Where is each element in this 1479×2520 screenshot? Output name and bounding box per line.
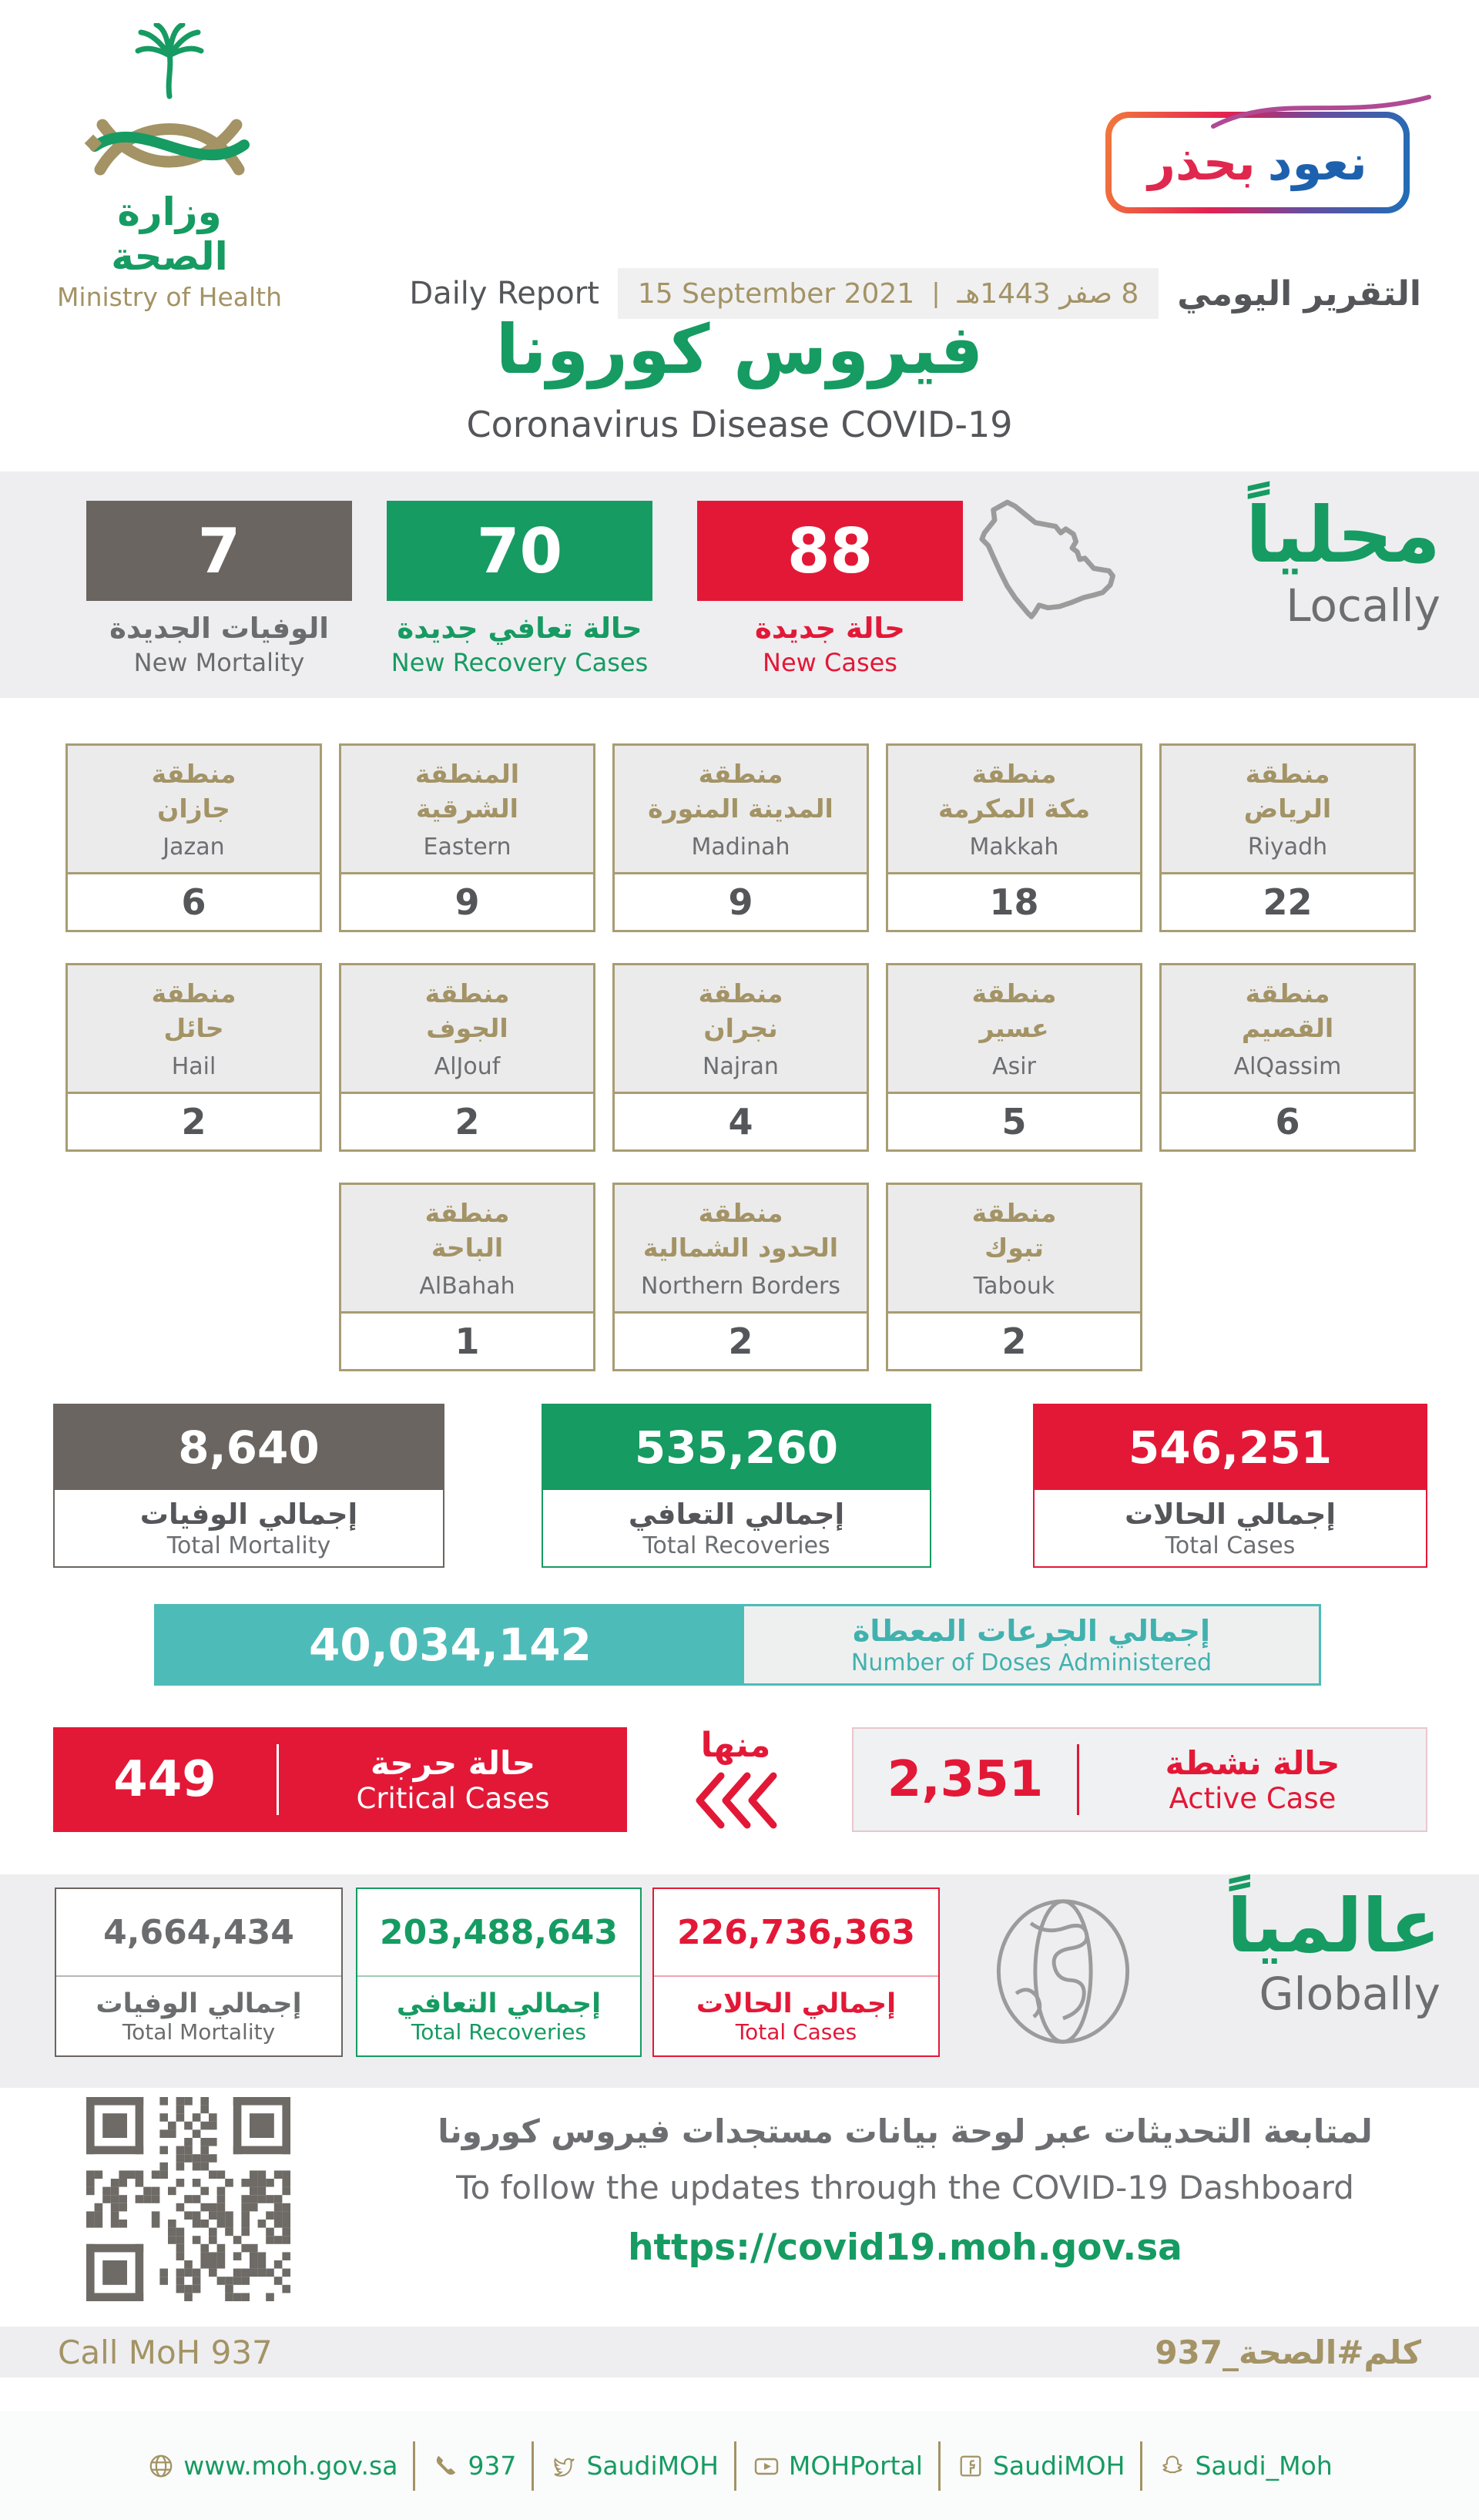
website-label: www.moh.gov.sa [183, 2451, 398, 2481]
divider [1140, 2441, 1142, 2491]
globe-icon [146, 2451, 176, 2481]
critical-label-en: Critical Cases [356, 1782, 550, 1815]
divider [532, 2441, 534, 2491]
total-cases-label-ar: إجمالي الحالات [1124, 1497, 1336, 1531]
region-name-en: Tabouk [973, 1273, 1055, 1300]
globally-title-block [1117, 1883, 1440, 2020]
doses-label-en: Number of Doses Administered [850, 1649, 1212, 1676]
ministry-name-ar: وزارة الصحة [111, 190, 228, 279]
dashboard-line-en: To follow the updates through the COVID-19 Dashboard [456, 2169, 1354, 2206]
global-mortality-card [55, 1887, 343, 2057]
snapchat-label: Saudi_Moh [1195, 2451, 1333, 2481]
region-value: 22 [1162, 872, 1414, 930]
total-mortality-value: 8,640 [55, 1405, 443, 1490]
globe-icon [990, 1897, 1136, 2048]
global-recoveries-label-en: Total Recoveries [411, 2018, 587, 2045]
region-name-ar: منطقة نجران [698, 978, 783, 1043]
page-title-en: Coronavirus Disease COVID-19 [466, 404, 1013, 445]
active-cases-box [852, 1727, 1427, 1832]
region-value: 9 [615, 872, 867, 930]
total-recoveries-label-en: Total Recoveries [642, 1532, 830, 1559]
region-name-ar: منطقة الحدود الشمالية [642, 1197, 839, 1263]
facebook-label: SaudiMOH [992, 2451, 1125, 2481]
region-card-eastern [339, 743, 595, 932]
global-recoveries-card [356, 1887, 642, 2057]
chevrons-left-icon [690, 1770, 781, 1831]
new-cases-label-ar: حالة جديدة [755, 612, 905, 645]
call-moh-label-en: Call MoH 937 [58, 2333, 273, 2371]
total-recoveries-card [542, 1404, 931, 1568]
regions-grid [65, 743, 1417, 1371]
ministry-name-en: Ministry of Health [56, 282, 283, 312]
page-title-ar: فيروس كورونا [495, 310, 984, 389]
date-gregorian: 15 September 2021 [637, 277, 915, 310]
region-name-ar: منطقة الرياض [1243, 758, 1332, 824]
dashboard-line-ar: لمتابعة التحديثات عبر لوحة بيانات مستجدات فيروس كورونا [438, 2112, 1373, 2150]
locally-title-ar: محلياً [1245, 490, 1440, 580]
doses-administered-bar [154, 1604, 1321, 1686]
date-hijri: 8 صفر 1443هـ [957, 277, 1139, 310]
new-cases-label-en: New Cases [763, 648, 897, 677]
region-name-en: Asir [992, 1053, 1036, 1081]
region-card-madinah [612, 743, 869, 932]
region-name-en: Riyadh [1247, 834, 1328, 861]
new-mortality-label-ar: الوفيات الجديدة [109, 612, 329, 645]
total-recoveries-label-ar: إجمالي التعافي [628, 1497, 845, 1531]
total-recoveries-value: 535,260 [543, 1405, 930, 1490]
facebook-link[interactable] [956, 2451, 1125, 2481]
region-card-najran [612, 963, 869, 1152]
global-mortality-label-en: Total Mortality [122, 2018, 276, 2045]
divider [734, 2441, 736, 2491]
moh-logo-block [54, 23, 285, 312]
region-card-riyadh [1159, 743, 1416, 932]
region-name-ar: منطقة القصيم [1241, 978, 1334, 1043]
moh-emblem-icon [73, 23, 266, 185]
region-name-en: Najran [703, 1053, 779, 1081]
region-name-en: Makkah [969, 834, 1059, 861]
region-card-makkah [886, 743, 1142, 932]
daily-report-label-en: Daily Report [409, 276, 599, 311]
region-name-ar: منطقة مكة المكرمة [937, 758, 1091, 824]
new-recovery-value: 70 [387, 501, 652, 601]
snapchat-link[interactable] [1158, 2451, 1332, 2481]
new-mortality-label-en: New Mortality [133, 648, 305, 677]
region-name-en: Hail [171, 1053, 216, 1081]
phone-label: 937 [468, 2451, 517, 2481]
global-recoveries-value: 203,488,643 [380, 1912, 618, 1952]
total-mortality-label-en: Total Mortality [166, 1532, 331, 1559]
new-cases-value: 88 [697, 501, 963, 601]
global-mortality-value: 4,664,434 [103, 1912, 294, 1952]
total-mortality-label-ar: إجمالي الوفيات [139, 1497, 358, 1531]
active-label-en: Active Case [1169, 1782, 1336, 1815]
badge-swoosh-icon [1209, 86, 1433, 133]
snapchat-icon [1158, 2451, 1187, 2481]
region-value: 6 [68, 872, 320, 930]
region-card-jazan [65, 743, 322, 932]
global-recoveries-label-ar: إجمالي التعافي [396, 1988, 602, 2019]
youtube-link[interactable] [752, 2451, 923, 2481]
daily-report-label-ar: التقرير اليومي [1177, 273, 1421, 314]
region-name-en: Jazan [163, 834, 225, 861]
locally-title-en: Locally [1286, 579, 1440, 632]
of-which-label-ar: منها [700, 1726, 771, 1765]
total-cases-label-en: Total Cases [1165, 1532, 1296, 1559]
global-cases-label-en: Total Cases [735, 2018, 857, 2045]
total-mortality-card [53, 1404, 444, 1568]
active-cases-value: 2,351 [887, 1751, 1044, 1808]
region-value: 2 [68, 1092, 320, 1149]
region-name-en: AlQassim [1233, 1053, 1342, 1081]
region-card-northern-borders [612, 1183, 869, 1371]
global-cases-card [652, 1887, 940, 2057]
region-value: 5 [888, 1092, 1140, 1149]
new-recovery-label-en: New Recovery Cases [391, 648, 649, 677]
critical-cases-box [53, 1727, 627, 1832]
twitter-link[interactable] [549, 2451, 718, 2481]
website-link[interactable] [146, 2451, 397, 2481]
region-name-ar: منطقة حائل [151, 978, 236, 1043]
dashboard-url-link[interactable]: https://covid19.moh.gov.sa [628, 2226, 1182, 2269]
social-links-bar [0, 2411, 1479, 2520]
region-value: 9 [341, 872, 593, 930]
critical-label-ar: حالة حرجة [370, 1744, 536, 1782]
new-cases-stat [697, 501, 963, 677]
facebook-icon [956, 2451, 985, 2481]
region-name-en: Eastern [423, 834, 511, 861]
divider [413, 2441, 415, 2491]
globally-title-ar: عالمياً [1226, 1883, 1440, 1969]
critical-cases-value: 449 [113, 1751, 216, 1808]
globally-title-en: Globally [1259, 1967, 1440, 2020]
active-label-ar: حالة نشطة [1165, 1744, 1340, 1782]
divider [938, 2441, 941, 2491]
locally-title-block [1117, 490, 1440, 632]
new-mortality-stat [86, 501, 352, 677]
twitter-icon [549, 2451, 579, 2481]
region-value: 4 [615, 1092, 867, 1149]
region-name-ar: منطقة الجوف [424, 978, 510, 1043]
total-cases-value: 546,251 [1035, 1405, 1426, 1490]
region-value: 2 [615, 1311, 867, 1369]
new-recovery-label-ar: حالة تعافي جديدة [397, 612, 642, 645]
qr-code [86, 2097, 290, 2301]
region-name-en: AlJouf [434, 1053, 501, 1081]
doses-value: 40,034,142 [156, 1606, 744, 1683]
global-cases-value: 226,736,363 [677, 1912, 915, 1952]
region-name-ar: منطقة عسير [971, 978, 1057, 1043]
region-value: 2 [888, 1311, 1140, 1369]
doses-label-ar: إجمالي الجرعات المعطاة [853, 1613, 1210, 1648]
badge-word-1: نعود [1267, 134, 1367, 191]
date-divider: | [931, 278, 941, 309]
region-value: 2 [341, 1092, 593, 1149]
region-card-hail [65, 963, 322, 1152]
twitter-label: SaudiMOH [586, 2451, 719, 2481]
region-name-en: AlBahah [419, 1273, 515, 1300]
region-name-ar: منطقة المدينة المنورة [648, 758, 833, 824]
region-name-ar: منطقة تبوك [971, 1197, 1057, 1263]
new-recovery-stat [387, 501, 652, 677]
global-mortality-label-ar: إجمالي الوفيات [96, 1988, 302, 2019]
region-card-alqassim [1159, 963, 1416, 1152]
youtube-label: MOHPortal [788, 2451, 923, 2481]
total-cases-card [1033, 1404, 1427, 1568]
region-value: 6 [1162, 1092, 1414, 1149]
region-card-albahah [339, 1183, 595, 1371]
region-name-en: Northern Borders [641, 1273, 840, 1300]
region-name-ar: المنطقة الشرقية [414, 758, 520, 824]
region-name-en: Madinah [691, 834, 790, 861]
region-card-asir [886, 963, 1142, 1152]
region-value: 1 [341, 1311, 593, 1369]
youtube-icon [752, 2451, 781, 2481]
call-moh-bar [0, 2327, 1479, 2377]
region-card-tabouk [886, 1183, 1142, 1371]
region-value: 18 [888, 872, 1140, 930]
phone-link[interactable] [431, 2451, 516, 2481]
region-name-ar: منطقة جازان [151, 758, 236, 824]
dashboard-info-block [370, 2112, 1440, 2269]
phone-icon [431, 2451, 460, 2481]
call-moh-hashtag-ar: كلم#الصحة_937 [1155, 2333, 1421, 2371]
badge-word-2: بحذر [1148, 134, 1256, 191]
global-cases-label-ar: إجمالي الحالات [696, 1988, 897, 2019]
new-mortality-value: 7 [86, 501, 352, 601]
region-name-ar: منطقة الباحة [424, 1197, 510, 1263]
of-which-block [678, 1726, 793, 1831]
region-card-aljouf [339, 963, 595, 1152]
